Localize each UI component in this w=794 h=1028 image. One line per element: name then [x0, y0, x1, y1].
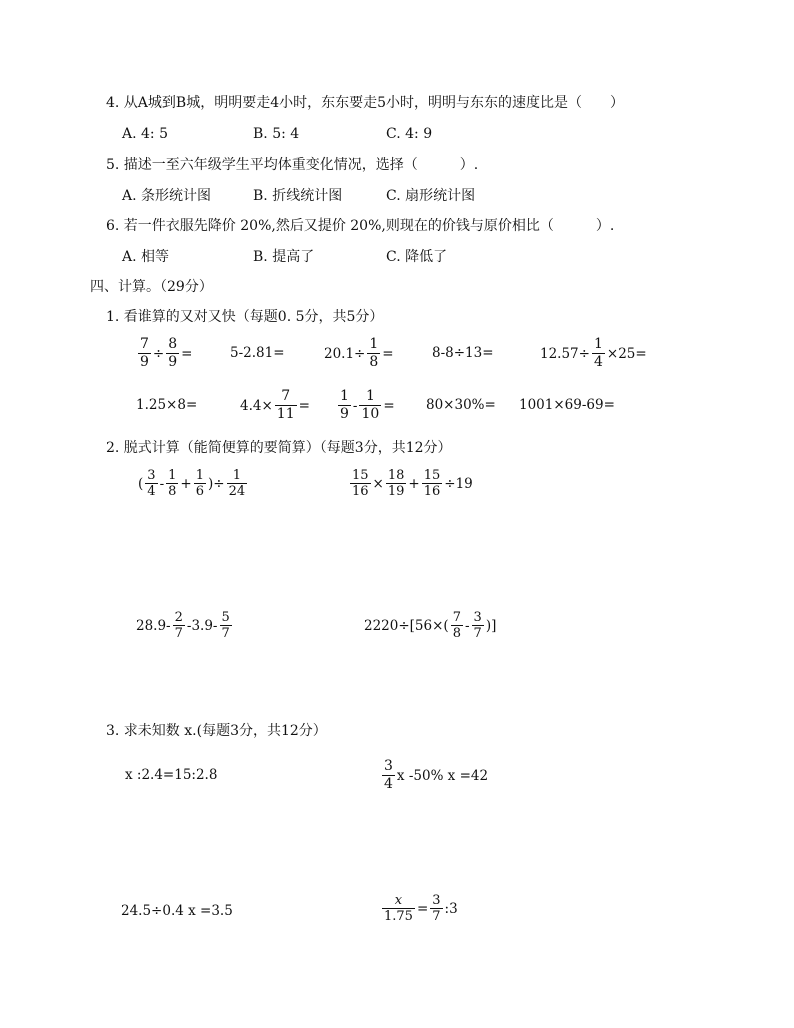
question-5: 5. 描述一至六年级学生平均体重变化情况，选择（ ）.	[106, 157, 479, 173]
fraction: $\frac{3}{7}$	[473, 610, 482, 641]
fraction: $\frac{15}{16}$	[423, 468, 441, 499]
fraction: $\frac{7}{8}$	[452, 610, 461, 641]
q4-option-a: A. 4: 5	[122, 126, 168, 142]
fraction: $\frac{5}{7}$	[221, 610, 230, 641]
fraction: $\frac{18}{19}$	[387, 468, 405, 499]
fraction: $\frac{1}{8}$	[168, 468, 177, 499]
sub3-expr-2: $\frac{3}{4}$ x -50% x =42	[384, 758, 489, 792]
q6-option-b: B. 提高了	[253, 249, 315, 265]
fraction: $\frac{1}{9}$	[340, 388, 349, 422]
sub1-expr-2: 5-2.81=	[230, 345, 285, 361]
sub2-expr-1: ( $\frac{3}{4}$ - $\frac{1}{8}$ + $\frac{1}{6}$ )÷ $\frac{1}{24}$	[138, 468, 246, 499]
fraction: $\frac{x}{1.75}$	[384, 893, 413, 924]
sub1-expr-9: 80×30%=	[426, 397, 496, 413]
sub1-expr-4: 8-8÷13=	[432, 345, 494, 361]
question-4: 4. 从A城到B城，明明要走4小时，东东要走5小时，明明与东东的速度比是（ ）	[106, 95, 625, 111]
fraction: $\frac{3}{4}$	[384, 758, 393, 792]
fraction: $\frac{7}{11}$	[276, 388, 295, 422]
section-4-title: 四、计算。（29分）	[90, 279, 213, 295]
sub3-expr-4: $\frac{x}{1.75}$ = $\frac{3}{7}$ :3	[384, 893, 458, 924]
sub1-expr-3: 20.1÷ $\frac{1}{8}$ =	[324, 336, 394, 370]
sub1-expr-10: 1001×69-69=	[519, 397, 615, 413]
sub3-expr-1: x :2.4=15:2.8	[125, 767, 218, 783]
fraction: $\frac{1}{8}$	[369, 336, 379, 370]
q6-option-a: A. 相等	[122, 249, 170, 265]
sub3-expr-3: 24.5÷0.4 x =3.5	[121, 903, 233, 919]
sub1-expr-8: $\frac{1}{9}$ - $\frac{1}{10}$ =	[340, 388, 395, 422]
fraction: $\frac{3}{4}$	[147, 468, 156, 499]
fraction: $\frac{8}{9}$	[168, 336, 178, 370]
sub2-expr-3: 28.9- $\frac{2}{7}$ -3.9- $\frac{5}{7}$	[136, 610, 230, 641]
q4-option-b: B. 5: 4	[253, 126, 300, 142]
sub2-title: 2. 脱式计算（能简便算的要简算）（每题3分，共12分）	[106, 440, 452, 456]
fraction: $\frac{1}{24}$	[228, 468, 246, 499]
sub1-expr-1: $\frac{7}{9}$ ÷ $\frac{8}{9}$ =	[140, 336, 193, 370]
q5-option-c: C. 扇形统计图	[386, 188, 476, 204]
sub2-expr-4: 2220÷[56×( $\frac{7}{8}$ - $\frac{3}{7}$ )]	[364, 610, 497, 641]
fraction: $\frac{3}{7}$	[432, 893, 441, 924]
fraction: $\frac{1}{10}$	[361, 388, 380, 422]
fraction: $\frac{1}{6}$	[195, 468, 204, 499]
sub1-expr-7: 4.4× $\frac{7}{11}$ =	[240, 388, 310, 422]
fraction: $\frac{1}{4}$	[593, 336, 603, 370]
q5-option-a: A. 条形统计图	[122, 188, 212, 204]
q4-option-c: C. 4: 9	[386, 126, 433, 142]
fraction: $\frac{15}{16}$	[352, 468, 369, 499]
sub1-title: 1. 看谁算的又对又快（每题0. 5分，共5分）	[106, 309, 384, 325]
sub2-expr-2: $\frac{15}{16}$ × $\frac{18}{19}$ + $\frac{15}{16}$ ÷19	[352, 468, 473, 499]
question-6: 6. 若一件衣服先降价 20%,然后又提价 20%,则现在的价钱与原价相比（ ）.	[106, 218, 615, 234]
sub1-expr-6: 1.25×8=	[136, 397, 198, 413]
q6-option-c: C. 降低了	[386, 249, 448, 265]
sub3-title: 3. 求未知数 x.(每题3分，共12分）	[106, 723, 327, 739]
sub1-expr-5: 12.57÷ $\frac{1}{4}$ ×25=	[540, 336, 647, 370]
fraction: $\frac{2}{7}$	[174, 610, 183, 641]
fraction: $\frac{7}{9}$	[140, 336, 149, 370]
q5-option-b: B. 折线统计图	[253, 188, 343, 204]
